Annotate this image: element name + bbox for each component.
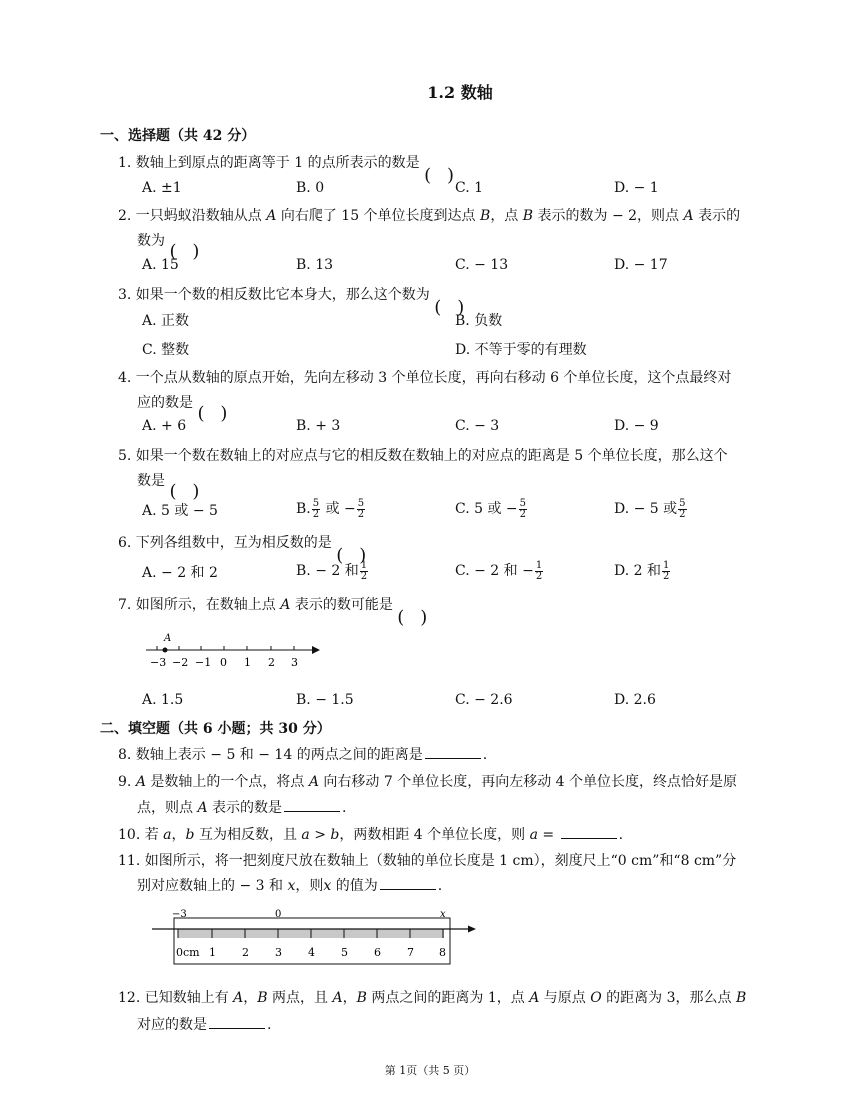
period: . (267, 1017, 272, 1033)
question-2-text-part: ，点 (490, 208, 519, 224)
question-4-text-cont: 应的数是 (137, 395, 193, 411)
ruler-label: 3 (275, 946, 282, 959)
q1-option-b: B. 0 (296, 180, 325, 196)
question-4-continued (137, 392, 227, 412)
ruler-label: 8 (439, 946, 446, 959)
fraction-five-halves (519, 499, 527, 520)
question-6-text: 6. 下列各组数中，互为相反数的是 (118, 535, 332, 551)
q3-option-c: C. 整数 (142, 342, 190, 358)
question-7-text-part: 表示的数可能是 (294, 597, 393, 613)
point-A-label: A (164, 633, 172, 644)
var-A: A (197, 800, 208, 816)
tick-label: 3 (291, 656, 298, 669)
fraction-one-half (535, 561, 543, 582)
numerator: 1 (360, 559, 368, 571)
q3-option-a: A. 正数 (142, 313, 190, 329)
q5-option-c (455, 498, 528, 520)
number-line-figure (140, 628, 325, 673)
question-9-text-cont: 点，则点 (137, 800, 193, 816)
axis-label-minus-three: −3 (172, 909, 187, 920)
q4-option-a: A. + 6 (142, 418, 187, 434)
option-text: D. 2 和 (614, 563, 661, 579)
question-2 (118, 203, 740, 229)
section-multiple-choice-heading: 一、选择题（共 42 分） (100, 128, 256, 144)
tick-label: −3 (150, 656, 167, 669)
tick-label: −1 (195, 656, 212, 669)
var-x: x (287, 878, 296, 894)
period: . (482, 747, 488, 763)
question-3 (118, 282, 464, 308)
q2-option-d: D. − 17 (614, 257, 668, 273)
answer-blank[interactable] (284, 799, 340, 812)
q1-option-d: D. − 1 (614, 180, 659, 196)
q1-option-c: C. 1 (455, 180, 484, 196)
axis-ticks (157, 646, 294, 650)
question-8 (118, 742, 487, 768)
q7-option-c: C. − 2.6 (455, 692, 513, 708)
denominator: 2 (662, 570, 670, 582)
q6-option-a: A. − 2 和 2 (142, 565, 218, 581)
point-A-dot (163, 648, 168, 653)
answer-blank[interactable] (425, 746, 481, 759)
q4-option-d: D. − 9 (614, 418, 659, 434)
ruler-label: 4 (308, 946, 315, 959)
question-12-text-part: 两点，且 (272, 990, 329, 1006)
question-12-text-part: ， (342, 990, 357, 1006)
inequality-a-gt-b: a > b (301, 827, 340, 843)
question-10-text-part: ，两数相距 4 个单位长度，则 (339, 827, 526, 843)
page-footer: 第 1页（共 5 页） (384, 1064, 476, 1077)
period: . (618, 827, 624, 843)
question-12 (118, 985, 746, 1011)
q2-option-c: C. − 13 (455, 257, 509, 273)
section-fill-in-heading: 二、填空题（共 6 小题；共 30 分） (100, 721, 331, 737)
denominator: 2 (360, 570, 368, 582)
tick-label: −2 (172, 656, 189, 669)
question-12-text-part: 两点之间的距离为 1，点 (371, 990, 525, 1006)
tick-label: 1 (244, 656, 251, 669)
option-text: B. − 2 和 (296, 563, 359, 579)
page-title: 1.2 数轴 (427, 83, 493, 102)
q7-option-d: D. 2.6 (614, 692, 656, 708)
question-10-text: 10. 若 (118, 827, 159, 843)
period: . (342, 800, 347, 816)
denominator: 2 (679, 508, 686, 520)
q4-option-c: C. − 3 (455, 418, 500, 434)
question-9-continued (137, 797, 346, 817)
var-b: b (185, 827, 195, 843)
question-12-text-part: ， (243, 990, 258, 1006)
period: . (437, 878, 443, 894)
ruler-label: 7 (407, 946, 414, 959)
fraction-one-half (662, 561, 670, 582)
axis-label-x: x (440, 909, 446, 920)
answer-blank[interactable] (380, 877, 436, 890)
question-1-text: 1. 数轴上到原点的距离等于 1 的点所表示的数是 (118, 155, 420, 171)
var-A: A (135, 774, 146, 790)
q5-option-b (296, 498, 366, 520)
var-B: B (480, 208, 491, 224)
question-2-text-part: 向右爬了 15 个单位长度到达点 (280, 208, 476, 224)
question-10-text-part: 互为相反数，且 (198, 827, 297, 843)
question-11-text-cont: 的值为 (335, 878, 378, 894)
q5-option-a: A. 5 或 − 5 (142, 503, 218, 519)
question-6 (118, 530, 366, 556)
axis-arrow (312, 646, 320, 654)
question-2-continued (137, 230, 199, 250)
question-12-text: 12. 已知数轴上有 (118, 990, 229, 1006)
question-12-text-part: 与原点 (543, 990, 586, 1006)
ruler-on-number-line-figure (150, 906, 480, 968)
question-11-continued (137, 875, 442, 895)
var-A: A (233, 990, 244, 1006)
var-A: A (683, 208, 694, 224)
question-5 (118, 443, 728, 469)
question-1 (118, 150, 454, 176)
var-B: B (522, 208, 534, 224)
ruler-label: 1 (209, 946, 216, 959)
ruler-label: 6 (374, 946, 381, 959)
fraction-five-halves (678, 499, 686, 520)
question-5-continued (137, 470, 199, 490)
numerator: 5 (679, 497, 686, 509)
q7-option-b: B. − 1.5 (296, 692, 354, 708)
q3-option-d: D. 不等于零的有理数 (455, 342, 587, 358)
question-10-text-part: ， (171, 827, 186, 843)
denominator: 2 (519, 508, 527, 520)
question-5-text-cont: 数是 (137, 473, 165, 489)
question-3-text: 3. 如果一个数的相反数比它本身大，那么这个数为 (118, 287, 430, 303)
option-label: B. (296, 501, 311, 517)
question-2-text-part: 表示的 (698, 208, 741, 224)
question-9-text-part: 向右移动 7 个单位长度，再向左移动 4 个单位长度，终点恰好是原 (323, 774, 738, 790)
q2-option-b: B. 13 (296, 257, 334, 273)
question-11 (118, 848, 736, 874)
ruler-label: 2 (242, 946, 249, 959)
var-B: B (257, 990, 268, 1006)
var-A: A (332, 990, 343, 1006)
question-10 (118, 822, 623, 848)
question-9-text-cont: 表示的数是 (212, 800, 283, 816)
var-A: A (308, 774, 319, 790)
question-11-text-cont: 别对应数轴上的 − 3 和 (137, 878, 283, 894)
option-text: 或 − (325, 501, 356, 517)
answer-blank[interactable] (561, 826, 617, 839)
question-5-text: 5. 如果一个数在数轴上的对应点与它的相反数在数轴上的对应点的距离是 5 个单位长度，那么这个 (118, 448, 728, 464)
question-12-text-part: 的距离为 3，那么点 (606, 990, 732, 1006)
q6-option-b (296, 560, 369, 582)
q3-option-b: B. 负数 (455, 313, 503, 329)
question-8-text: 8. 数轴上表示 − 5 和 − 14 的两点之间的距离是 (118, 747, 423, 763)
denominator: 2 (312, 508, 320, 520)
var-A: A (529, 990, 540, 1006)
option-text: C. 5 或 − (455, 501, 518, 517)
numerator: 5 (519, 497, 527, 509)
q6-option-d (614, 560, 671, 582)
fraction-one-half (360, 561, 368, 582)
var-A: A (280, 597, 291, 613)
tick-label: 2 (268, 656, 275, 669)
q2-option-a: A. 15 (142, 257, 179, 273)
denominator: 2 (357, 508, 365, 520)
var-a: a (163, 827, 172, 843)
ruler-label: 0cm (176, 946, 200, 959)
option-text: C. − 2 和 − (455, 563, 534, 579)
question-12-text-cont: 对应的数是 (137, 1017, 207, 1033)
numerator: 5 (357, 497, 365, 509)
q1-option-a: A. ±1 (142, 180, 182, 196)
question-2-text-part: 表示的数为 − 2，则点 (537, 208, 680, 224)
axis-arrow (468, 926, 476, 933)
question-11-text-cont: ，则 (295, 878, 324, 894)
q6-option-c (455, 560, 544, 582)
fraction-five-halves (312, 499, 320, 520)
var-B: B (735, 990, 747, 1006)
var-B: B (356, 990, 367, 1006)
question-4-text: 4. 一个点从数轴的原点开始，先向左移动 3 个单位长度，再向右移动 6 个单位长度，这个点最终对 (118, 370, 732, 386)
question-2-text-cont: 数为 (137, 233, 165, 249)
answer-blank[interactable] (209, 1016, 265, 1029)
axis-label-zero: 0 (275, 909, 282, 920)
question-4 (118, 365, 731, 391)
question-7 (118, 592, 427, 618)
var-x: x (323, 878, 332, 894)
numerator: 1 (662, 559, 670, 571)
option-text: D. − 5 或 (614, 501, 678, 517)
ruler-label: 5 (341, 946, 348, 959)
fraction-five-halves (357, 499, 365, 520)
var-A: A (266, 208, 277, 224)
question-9-text: 9. (118, 774, 132, 790)
question-2-text: 2. 一只蚂蚁沿数轴从点 (118, 208, 262, 224)
var-O: O (590, 990, 602, 1006)
tick-label: 0 (220, 656, 227, 669)
question-9-text-part: 是数轴上的一个点，将点 (150, 774, 305, 790)
q7-option-a: A. 1.5 (142, 692, 184, 708)
question-9 (118, 769, 737, 795)
question-12-continued (137, 1014, 271, 1034)
numerator: 1 (535, 559, 543, 571)
q5-option-d (614, 498, 688, 520)
numerator: 5 (312, 497, 320, 509)
equation-a-equals: a = (529, 827, 555, 843)
question-7-text: 7. 如图所示，在数轴上点 (118, 597, 276, 613)
denominator: 2 (535, 570, 543, 582)
q4-option-b: B. + 3 (296, 418, 341, 434)
question-11-text: 11. 如图所示，将一把刻度尺放在数轴上（数轴的单位长度是 1 cm），刻度尺上“0 cm”和“8 cm”分 (118, 853, 737, 869)
